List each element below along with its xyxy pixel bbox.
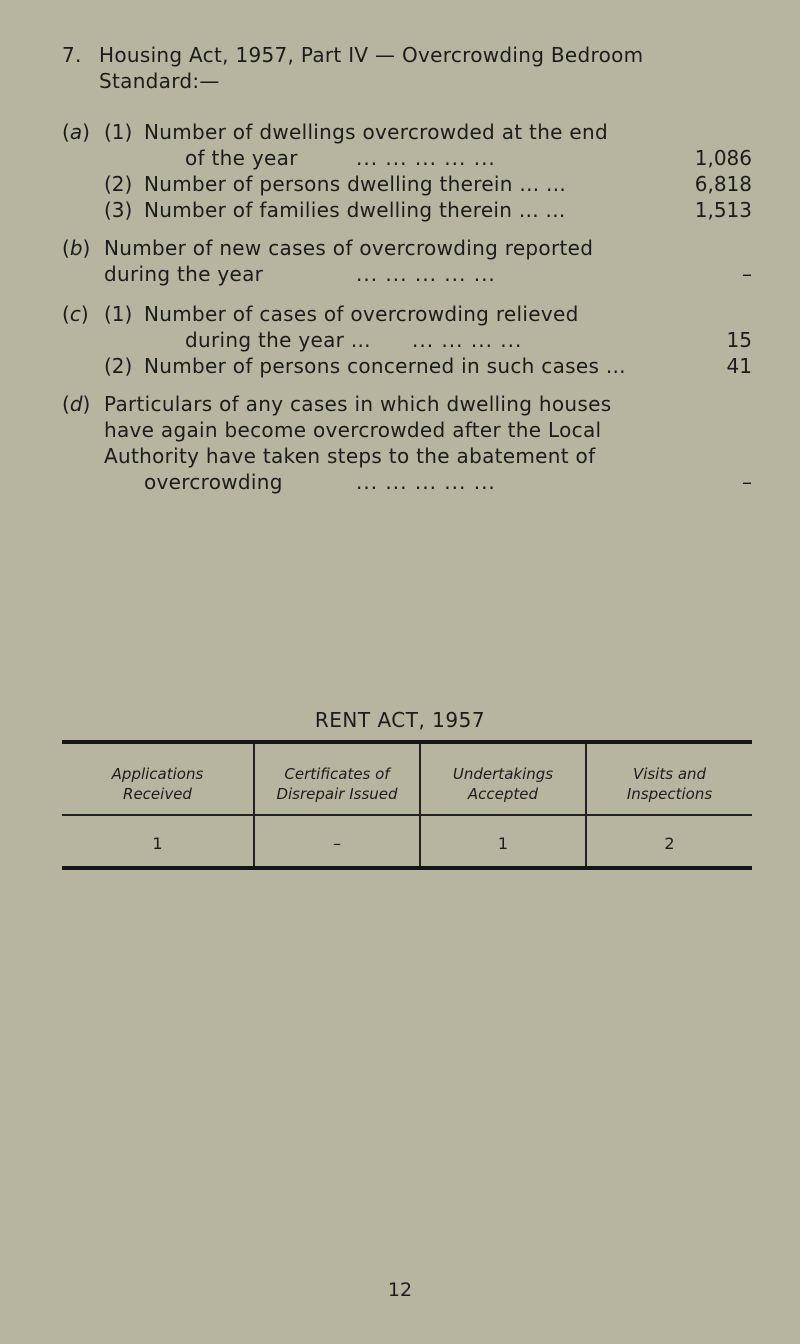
cell-visits-and-inspections: 2 bbox=[664, 834, 675, 853]
header-line: Accepted bbox=[467, 785, 539, 803]
header-line: Visits and bbox=[632, 765, 707, 783]
item-a3-value: 1,513 bbox=[694, 198, 752, 222]
item-c2-value: 41 bbox=[726, 354, 752, 378]
item-c1-leader-dots: ... ... ... ... bbox=[412, 328, 523, 352]
item-a-label: (a) bbox=[62, 120, 90, 144]
item-c2-text: Number of persons concerned in such cases ... bbox=[144, 354, 626, 378]
section-number: 7. bbox=[62, 43, 82, 67]
header-certificates-of-disrepair bbox=[255, 764, 419, 804]
item-c1-text-line1: Number of cases of overcrowding relieved bbox=[144, 302, 579, 326]
rent-act-title: RENT ACT, 1957 bbox=[314, 708, 486, 732]
item-b-leader-dots: ... ... ... ... ... bbox=[356, 262, 496, 286]
item-b-value: – bbox=[742, 262, 752, 286]
item-d-letter: d bbox=[69, 392, 83, 416]
item-d-label: (d) bbox=[62, 392, 91, 416]
item-b-letter: b bbox=[69, 236, 83, 260]
item-a1-leader-dots: ... ... ... ... ... bbox=[356, 146, 496, 170]
item-d-leader-dots: ... ... ... ... ... bbox=[356, 470, 496, 494]
item-a2-value: 6,818 bbox=[694, 172, 752, 196]
item-c1-text-line2: during the year ... bbox=[185, 328, 371, 352]
item-b-text-line2: during the year bbox=[104, 262, 264, 286]
item-d-text-line2: have again become overcrowded after the Local bbox=[104, 418, 602, 442]
item-c1-value: 15 bbox=[726, 328, 752, 352]
table-top-rule bbox=[62, 740, 752, 744]
page-number: 12 bbox=[387, 1279, 413, 1301]
item-a1-text-line1: Number of dwellings overcrowded at the end bbox=[144, 120, 609, 144]
header-line: Certificates of bbox=[284, 765, 390, 783]
item-b-label: (b) bbox=[62, 236, 91, 260]
item-a1-number: (1) bbox=[104, 120, 133, 144]
header-visits-and-inspections bbox=[587, 764, 752, 804]
item-a2-text: Number of persons dwelling therein ... ... bbox=[144, 172, 567, 196]
header-line: Inspections bbox=[626, 785, 713, 803]
table-header-rule bbox=[62, 814, 752, 816]
item-c1-number: (1) bbox=[104, 302, 133, 326]
header-undertakings-accepted bbox=[421, 764, 585, 804]
rent-act-table bbox=[62, 740, 752, 870]
header-applications-received bbox=[62, 764, 253, 804]
item-c2-number: (2) bbox=[104, 354, 133, 378]
item-a1-value: 1,086 bbox=[694, 146, 752, 170]
item-c-label: (c) bbox=[62, 302, 89, 326]
table-bottom-rule bbox=[62, 866, 752, 870]
cell-applications-received: 1 bbox=[152, 834, 163, 853]
cell-certificates-of-disrepair: – bbox=[333, 834, 341, 853]
section-title: Housing Act, 1957, Part IV — Overcrowding Bedroom Standard:— bbox=[99, 43, 644, 93]
cell-undertakings-accepted: 1 bbox=[497, 834, 509, 853]
item-d-text-line1: Particulars of any cases in which dwelling houses bbox=[104, 392, 612, 416]
item-c-letter: c bbox=[69, 302, 81, 326]
header-line: Disrepair Issued bbox=[276, 785, 398, 803]
item-d-value: – bbox=[742, 470, 752, 494]
item-a2-number: (2) bbox=[104, 172, 133, 196]
item-b-text-line1: Number of new cases of overcrowding reported bbox=[104, 236, 594, 260]
item-a1-text-line2: of the year bbox=[185, 146, 298, 170]
header-line: Received bbox=[123, 785, 192, 803]
item-a3-number: (3) bbox=[104, 198, 133, 222]
item-d-text-line4: overcrowding bbox=[144, 470, 283, 494]
item-a-letter: a bbox=[69, 120, 83, 144]
header-line: Applications bbox=[111, 765, 204, 783]
item-a3-text: Number of families dwelling therein ... ... bbox=[144, 198, 566, 222]
header-line: Undertakings bbox=[452, 765, 554, 783]
item-d-text-line3: Authority have taken steps to the abatement of bbox=[104, 444, 596, 468]
